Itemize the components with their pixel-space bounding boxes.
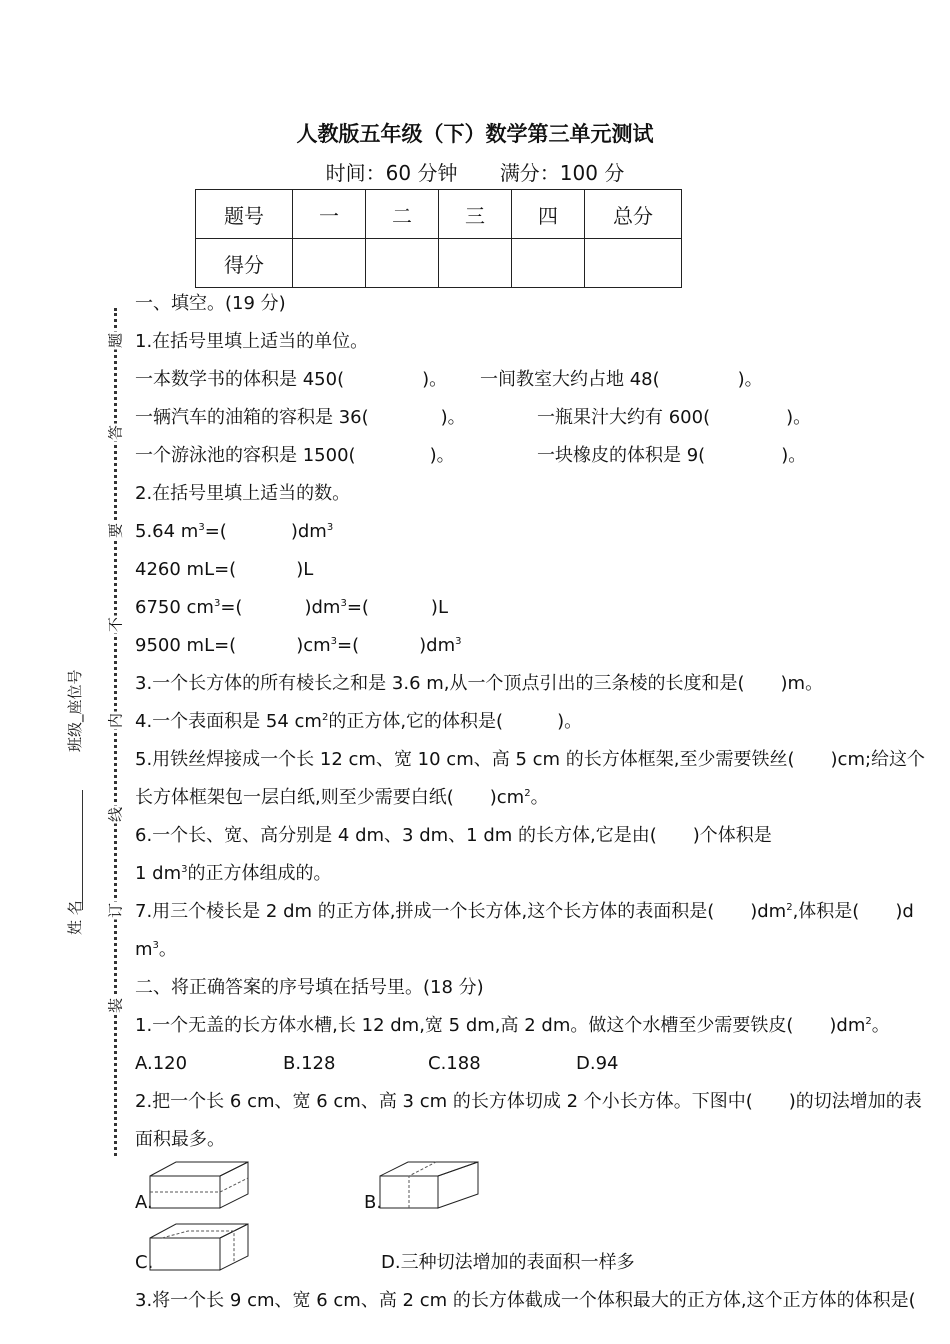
option-a[interactable]: A.120 [135, 1053, 188, 1074]
question-1-4: 4.一个表面积是 54 $cm^2$的正方体,它的体积是( )。 [135, 711, 583, 732]
question-2-2-cont: 面积最多。 [135, 1129, 225, 1150]
page-title: 人教版五年级（下）数学第三单元测试 [296, 122, 654, 146]
q1-item-b: 一间教室大约占地 48( [480, 369, 660, 390]
q1-item-a: 一本数学书的体积是 450( [135, 369, 345, 390]
name-underline [82, 790, 83, 910]
question-2-2: 2.把一个长 6 cm、宽 6 cm、高 3 cm 的长方体切成 2 个小长方体。下图中( )的切法增加的表 [135, 1091, 922, 1112]
option-c[interactable]: C.188 [428, 1053, 481, 1074]
section-2-heading: 二、将正确答案的序号填在括号里。(18 分) [135, 977, 484, 998]
score-header-cell: 总分 [585, 190, 682, 239]
q1-item [537, 445, 806, 467]
conversion-line: 6750 $cm^3=$( )$dm^3=$( )L [135, 597, 448, 618]
binding-char: 题 [103, 332, 128, 350]
score-cell[interactable] [366, 239, 439, 288]
score-header-cell: 三 [439, 190, 512, 239]
score-table-header-row [196, 190, 682, 239]
option-a[interactable]: A. [135, 1192, 153, 1213]
question-2-1: 1.一个无盖的长方体水槽,长 12 dm,宽 5 dm,高 2 dm。做这个水槽至少需要铁皮( )$dm^2$。 [135, 1015, 890, 1036]
q1-item [135, 369, 447, 391]
exam-info [0, 157, 950, 186]
score-cell[interactable] [585, 239, 682, 288]
binding-char: 答 [103, 424, 128, 442]
q1-item [537, 407, 811, 429]
question-1-3: 3.一个长方体的所有棱长之和是 3.6 m,从一个顶点引出的三条棱的长度和是( )m。 [135, 673, 824, 694]
q1-item-f: 一块橡皮的体积是 9( [537, 445, 706, 466]
score-header-cell: 二 [366, 190, 439, 239]
class-seat-label: 班级_座位号 [66, 669, 84, 752]
q1-item-f-end: )。 [781, 445, 807, 466]
q1-item-e-end: )。 [429, 445, 455, 466]
question-1-6: 6.一个长、宽、高分别是 4 dm、3 dm、1 dm 的长方体,它是由( )个体积是 [135, 825, 772, 846]
q1-item-c-end: )。 [440, 407, 466, 428]
option-d[interactable]: D.三种切法增加的表面积一样多 [381, 1252, 635, 1273]
binding-char: 装 [103, 997, 128, 1015]
binding-char: 要 [103, 522, 128, 540]
cuboid-figure-b [378, 1160, 482, 1210]
score-table [195, 189, 682, 288]
full-score: 满分：100 分 [499, 161, 625, 185]
question-1-5-cont: 长方体框架包一层白纸,则至少需要白纸( )$cm^2$。 [135, 787, 549, 808]
binding-char: 不 [103, 616, 128, 634]
question-1-6-cont: 1 $dm^3$的正方体组成的。 [135, 863, 332, 884]
score-header-cell: 一 [293, 190, 366, 239]
option-d[interactable]: D.94 [576, 1053, 619, 1074]
binding-char: 内 [103, 712, 128, 730]
conversion-line: 9500 mL=( )$cm^3=$( )$dm^3$ [135, 635, 462, 656]
binding-char: 订 [103, 902, 128, 920]
q1-item-a-end: )。 [422, 369, 448, 390]
question-2-3: 3.将一个长 9 cm、宽 6 cm、高 2 cm 的长方体截成一个体积最大的正方体,这个正方体的体积是( [135, 1290, 916, 1311]
question-1-1: 1.在括号里填上适当的单位。 [135, 331, 369, 352]
score-cell[interactable] [439, 239, 512, 288]
conversion-line: 5.64 $m^3=$( )$dm^3$ [135, 521, 334, 542]
q1-item-e: 一个游泳池的容积是 1500( [135, 445, 356, 466]
question-1-7-cont: $m^3$。 [135, 939, 177, 960]
name-label: 姓 名 [66, 900, 84, 935]
score-table-score-row [196, 239, 682, 288]
q1-item-c: 一辆汽车的油箱的容积是 36( [135, 407, 369, 428]
score-header-cell: 题号 [196, 190, 293, 239]
score-row-label: 得分 [196, 239, 293, 288]
question-1-5: 5.用铁丝焊接成一个长 12 cm、宽 10 cm、高 5 cm 的长方体框架,至少需要铁丝( )cm;给这个 [135, 749, 926, 770]
conversion-line: 4260 mL=( )L [135, 559, 314, 580]
q1-item-d-end: )。 [786, 407, 812, 428]
question-1-2: 2.在括号里填上适当的数。 [135, 483, 351, 504]
q1-item-b-end: )。 [737, 369, 763, 390]
option-c[interactable]: C. [135, 1252, 154, 1273]
option-b[interactable]: B. [364, 1192, 383, 1213]
cuboid-figure-a [148, 1160, 252, 1210]
score-header-cell: 四 [512, 190, 585, 239]
section-1-heading: 一、填空。(19 分) [135, 293, 286, 314]
time-limit: 时间：60 分钟 [325, 161, 458, 185]
q1-item-d: 一瓶果汁大约有 600( [537, 407, 711, 428]
option-b[interactable]: B.128 [283, 1053, 336, 1074]
q1-item [135, 407, 466, 429]
q1-item [135, 445, 455, 467]
question-1-7: 7.用三个棱长是 2 dm 的正方体,拼成一个长方体,这个长方体的表面积是( )$dm^2$,体积是( )d [135, 901, 914, 922]
score-cell[interactable] [293, 239, 366, 288]
q1-item [480, 369, 763, 391]
score-cell[interactable] [512, 239, 585, 288]
cuboid-figure-c [148, 1222, 252, 1272]
binding-char: 线 [103, 806, 128, 824]
